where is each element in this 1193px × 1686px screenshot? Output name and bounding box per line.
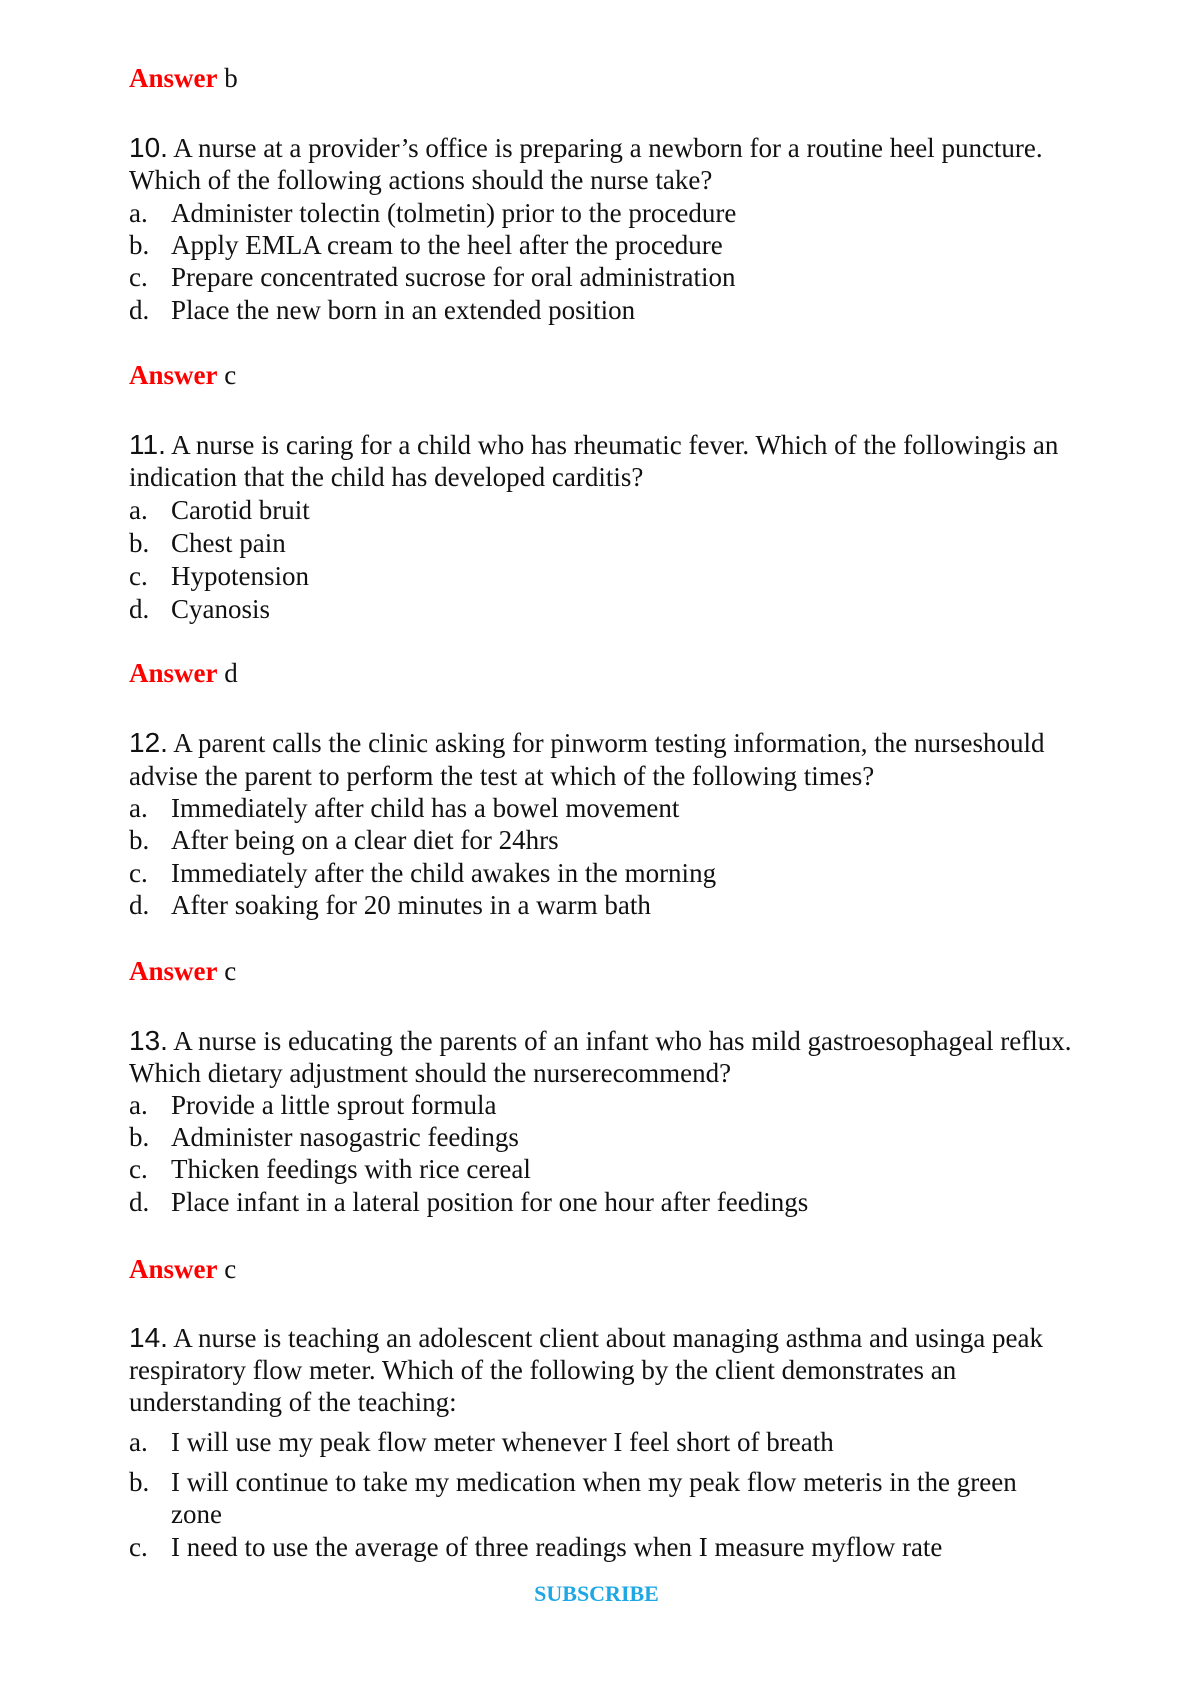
question-10-line-2: Which of the following actions should the nurse take?	[129, 165, 713, 195]
answer-line	[129, 955, 236, 987]
option-a: a. Administer tolectin (tolmetin) prior to the procedure	[129, 198, 737, 228]
option-c: c. I need to use the average of three readings when I measure myflow rate	[129, 1532, 943, 1562]
answer-label: Answer	[129, 658, 218, 688]
option-b-continuation: zone	[171, 1499, 222, 1529]
option-d: d. Cyanosis	[129, 594, 271, 624]
option-a: a. Provide a little sprout formula	[129, 1090, 497, 1120]
question-13-line-1	[129, 1025, 1071, 1057]
option-c: c. Prepare concentrated sucrose for oral administration	[129, 262, 736, 292]
answer-line	[129, 657, 238, 689]
answer-value: d	[224, 658, 238, 688]
question-number: 14.	[129, 1322, 168, 1353]
answer-value: c	[224, 1254, 237, 1284]
question-11-line-1	[129, 429, 1058, 461]
option-a: a. Carotid bruit	[129, 495, 310, 525]
option-d: d. Place the new born in an extended position	[129, 295, 636, 325]
option-c: c. Hypotension	[129, 561, 309, 591]
question-text: A parent calls the clinic asking for pinworm testing information, the nurseshould	[173, 728, 1045, 758]
option-a: a. Immediately after child has a bowel movement	[129, 793, 680, 823]
question-text: A nurse at a provider’s office is preparing a newborn for a routine heel puncture.	[173, 133, 1043, 163]
option-b: b. I will continue to take my medication when my peak flow meteris in the green	[129, 1467, 1017, 1497]
answer-value: c	[224, 360, 237, 390]
option-d: d. After soaking for 20 minutes in a warm bath	[129, 890, 651, 920]
question-number: 12.	[129, 727, 168, 758]
question-12-line-2: advise the parent to perform the test at which of the following times?	[129, 761, 875, 791]
question-number: 13.	[129, 1025, 168, 1056]
question-14-line-2: respiratory flow meter. Which of the following by the client demonstrates an	[129, 1355, 957, 1385]
question-14-line-1	[129, 1322, 1043, 1354]
question-11-line-2: indication that the child has developed carditis?	[129, 462, 644, 492]
question-text: A nurse is educating the parents of an infant who has mild gastroesophageal reflux.	[173, 1026, 1072, 1056]
answer-label: Answer	[129, 956, 218, 986]
question-text: A nurse is teaching an adolescent client about managing asthma and usinga peak	[173, 1323, 1043, 1353]
answer-value: b	[224, 63, 238, 93]
answer-line	[129, 1253, 236, 1285]
question-text: A nurse is caring for a child who has rheumatic fever. Which of the followingis an	[171, 430, 1059, 460]
answer-label: Answer	[129, 360, 218, 390]
answer-label: Answer	[129, 63, 218, 93]
question-12-line-1	[129, 727, 1045, 759]
option-d: d. Place infant in a lateral position for one hour after feedings	[129, 1187, 809, 1217]
answer-value: c	[224, 956, 237, 986]
option-a: a. I will use my peak flow meter whenever I feel short of breath	[129, 1427, 834, 1457]
option-b: b. After being on a clear diet for 24hrs	[129, 825, 559, 855]
subscribe-link[interactable]: SUBSCRIBE	[534, 1581, 659, 1606]
question-13-line-2: Which dietary adjustment should the nurserecommend?	[129, 1058, 732, 1088]
answer-label: Answer	[129, 1254, 218, 1284]
option-b: b. Chest pain	[129, 528, 286, 558]
answer-line	[129, 359, 236, 391]
option-c: c. Immediately after the child awakes in the morning	[129, 858, 717, 888]
question-number: 10.	[129, 132, 168, 163]
question-14-line-3: understanding of the teaching:	[129, 1387, 457, 1417]
option-b: b. Administer nasogastric feedings	[129, 1122, 519, 1152]
answer-line	[129, 62, 238, 94]
question-number: 11.	[129, 429, 166, 460]
option-c: c. Thicken feedings with rice cereal	[129, 1154, 531, 1184]
option-b: b. Apply EMLA cream to the heel after the procedure	[129, 230, 723, 260]
question-10-line-1	[129, 132, 1043, 164]
